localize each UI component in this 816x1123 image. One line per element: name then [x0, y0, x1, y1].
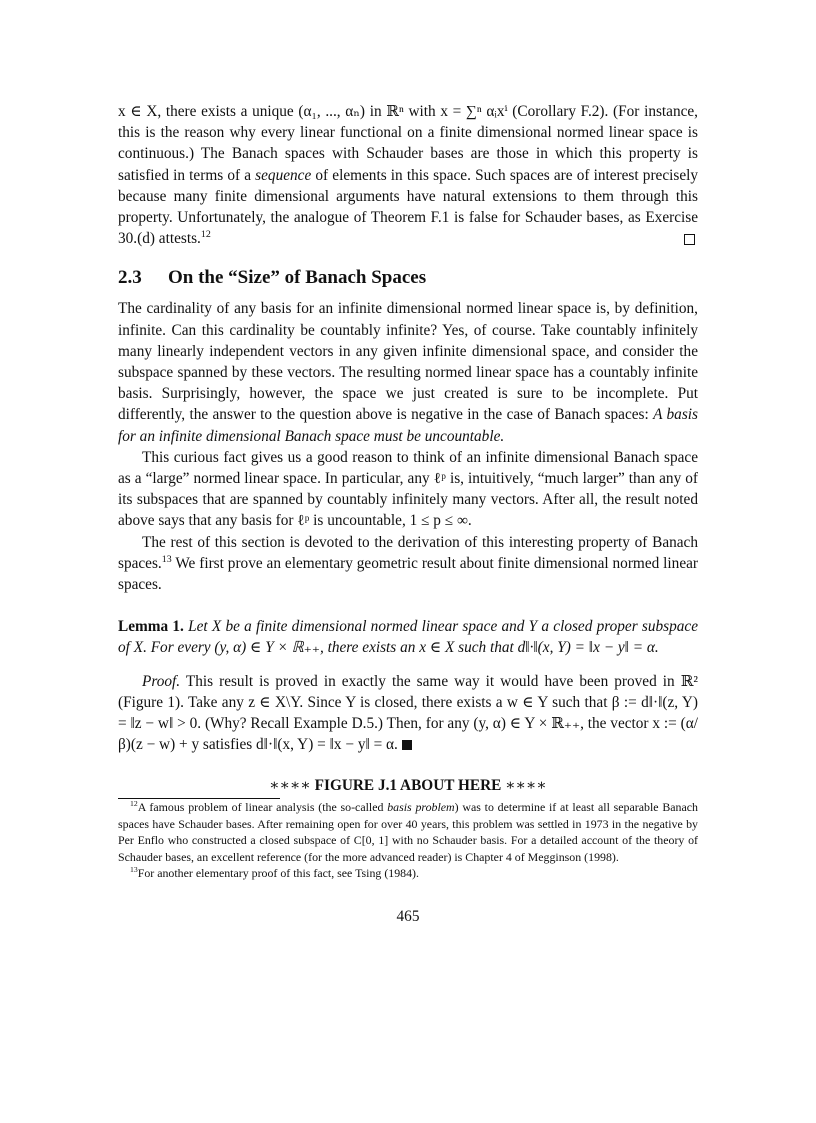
para1-line-3: of elements in this space. Such spaces are of interest precisely because many finite dimensional arguments have natural extensions to them through this property. Unfortunately, the analogue of Theorem F.1 is false for Schauder bases, as Exercise 30.(d) attests. [118, 166, 699, 248]
footnote-13-text: For another elementary proof of this fact, see Tsing (1984). [137, 866, 419, 881]
footnote-mark-12: 12 [200, 229, 211, 241]
footnote-13 [118, 865, 698, 881]
paragraph-3: This curious fact gives us a good reason to think of an infinite dimensional Banach space as a “large” normed linear space. In particular, any ℓᵖ is, intuitively, “much larger” than any of its subspaces that are spanned by countably infinitely many vectors. After all, the result noted above says that any basis for ℓᵖ is uncountable, 1 ≤ p ≤ ∞. [118, 448, 698, 530]
footnote-12-emphasis: basis problem [387, 800, 455, 815]
footnote-12-text-b: ) was to determine if at least all separable Banach spaces have Schauder bases. After remaining open for over 40 years, this problem was settled in 1973 in the negative by Per Enflo who constructed a closed subspace of C[0, 1] with no Schauder basis. For a detailed account of the theory of Schauder bases, an excellent reference (for the more advanced reader) is Chapter 4 of Megginson (1998). [118, 800, 698, 864]
para4-text-after: We first prove an elementary geometric result about finite dimensional normed linear spaces. [118, 554, 698, 594]
page-number: 465 [396, 907, 420, 925]
section-number: 2.3 [118, 267, 142, 289]
paragraph-1 [118, 101, 698, 249]
para1-line-2: (For instance, this is the reason why every linear functional on a finite dimensional normed linear space is continuous.) The Banach spaces with Schauder bases are those in which this property is satisfied in terms of a [118, 103, 699, 184]
figure-stars-left: ∗∗∗∗ [269, 777, 311, 795]
section-heading [118, 267, 698, 289]
footnotes [118, 799, 698, 881]
para1-line-1: x ∈ X, there exists a unique (α₁, ..., αₙ) in ℝⁿ with x = ∑ⁿ αᵢxⁱ (Corollary F.2). [118, 103, 609, 120]
figure-stars-right: ∗∗∗∗ [505, 777, 547, 795]
paragraph-4 [118, 532, 698, 596]
section-title: On the “Size” of Banach Spaces [168, 267, 427, 289]
para4-text-before: The rest of this section is devoted to the derivation of this interesting property of Banach spaces. [118, 533, 698, 572]
figure-label: FIGURE J.1 ABOUT HERE [314, 777, 502, 795]
proof-head: Proof. [142, 672, 181, 690]
lemma-body: Let X be a finite dimensional normed linear space and Y a closed proper subspace of X. For every (y, α) ∈ Y × ℝ₊₊, there exists an x ∈ X such that d‖·‖(x, Y) = ‖x − y‖ = α. [118, 618, 698, 657]
paragraph-2 [118, 298, 698, 446]
end-of-proof-icon [402, 740, 412, 750]
proof [118, 671, 698, 756]
page-content [118, 101, 698, 926]
proof-body: This result is proved in exactly the same way it would have been proved in ℝ² (Figure 1). Take any z ∈ X\Y. Since Y is closed, there exists a w ∈ Y such that β := d‖·‖(z, Y) = ‖z − w‖ > 0. (Why? Recall Example D.5.) Then, for any (y, α) ∈ Y × ℝ₊₊, the vector x := (α/β)(z − w) + y satisfies d‖·‖(x, Y) = ‖x − y‖ = α. [118, 672, 698, 754]
footnote-12 [118, 799, 698, 865]
figure-placeholder [118, 776, 698, 795]
para2-emphasis: A basis for an infinite dimensional Banach space must be uncountable. [118, 406, 698, 445]
para2-text: The cardinality of any basis for an infinite dimensional normed linear space is, by definition, infinite. Can this cardinality be countably infinite? Yes, of course. Take countably infinitely many linearly independent vectors in any given infinite dimensional space, and consider the subspace spanned by these vectors. The resulting normed linear space has a countably infinite basis. Surprisingly, however, the space we just created is sure to be incomplete. Put differently, the answer to the question above is negative in the case of Banach spaces: [118, 300, 698, 424]
footnote-13-mark: 13 [130, 865, 138, 875]
lemma-head: Lemma 1. [118, 618, 184, 636]
footnote-12-text-a: A famous problem of linear analysis (the so-called [137, 800, 388, 815]
qed-box-icon [684, 234, 695, 245]
lemma-1 [118, 616, 698, 658]
footnote-12-mark: 12 [130, 799, 138, 809]
para1-emphasis: sequence [255, 166, 312, 184]
footnote-mark-13: 13 [161, 553, 172, 565]
